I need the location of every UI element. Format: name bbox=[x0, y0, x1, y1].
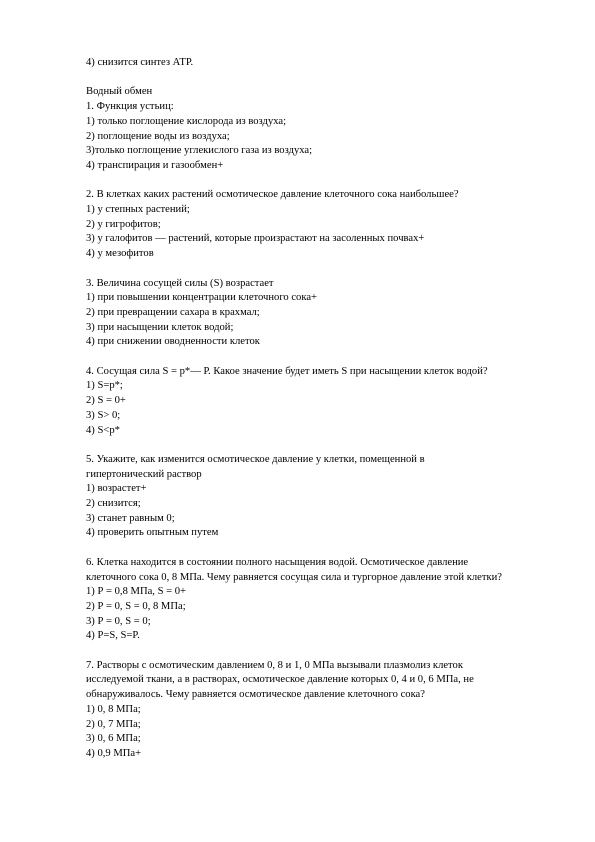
answer-option: 4) S<р* bbox=[86, 424, 120, 436]
answer-option: 3)только поглощение углекислого газа из воздуха; bbox=[86, 145, 313, 157]
question-block bbox=[86, 659, 546, 762]
question-text: 4. Сосущая сила S = р*— Р. Какое значение будет иметь S при насыщении клеток водой? bbox=[86, 365, 488, 377]
answer-option: 3) S> 0; bbox=[86, 409, 121, 421]
answer-option: 2) S = 0+ bbox=[86, 395, 126, 407]
question-block bbox=[86, 100, 546, 174]
answer-option: 4) у мезофитов bbox=[86, 248, 154, 260]
answer-option: 4) при снижении оводненности клеток bbox=[86, 336, 260, 348]
question-text: 5. Укажите, как изменится осмотическое давление у клетки, помещенной в гипертонический раствор bbox=[86, 453, 425, 480]
answer-option: 2) у гигрофитов; bbox=[86, 218, 161, 230]
answer-option: 2) Р = 0, S = 0, 8 МПа; bbox=[86, 600, 186, 612]
answer-option: 3) при насыщении клеток водой; bbox=[86, 321, 234, 333]
answer-option: 2) снизится; bbox=[86, 498, 141, 510]
answer-option: 1) при повышении концентрации клеточного сока+ bbox=[86, 292, 318, 304]
answer-option: 4) транспирация и газообмен+ bbox=[86, 159, 224, 171]
section-title: Водный обмен bbox=[86, 86, 153, 98]
answer-option: 1) у степных растений; bbox=[86, 204, 190, 215]
answer-option: 4) Р=S, S=P. bbox=[86, 630, 140, 642]
answer-option: 3) Р = 0, S = 0; bbox=[86, 615, 151, 627]
spacer bbox=[86, 174, 546, 189]
answer-option: 3) у галофитов — растений, которые произрастают на засоленных почвах+ bbox=[86, 233, 425, 245]
answer-option: 3) 0, 6 МПа; bbox=[86, 733, 141, 745]
intro-line: 4) снизится синтез АТР. bbox=[86, 57, 194, 68]
answer-option: 3) станет равным 0; bbox=[86, 512, 175, 524]
spacer bbox=[86, 350, 546, 365]
question-text: 7. Растворы с осмотическим давлением 0, 8 и 1, 0 МПа вызывали плазмолиз клеток исследуемой ткани, а в растворах, осмотическое давление которых 0, 4 и 0, 6 МПа, не обнаруживалось. Чему равняется осмотическое давление клеточного сока? bbox=[86, 659, 474, 701]
answer-option: 1) только поглощение кислорода из воздуха; bbox=[86, 115, 287, 127]
question-block bbox=[86, 453, 546, 541]
answer-option: 1) 0, 8 МПа; bbox=[86, 703, 141, 715]
answer-option: 2) 0, 7 МПа; bbox=[86, 718, 141, 730]
spacer bbox=[86, 644, 546, 659]
answer-option: 4) 0,9 МПа+ bbox=[86, 747, 142, 759]
question-text: 2. В клетках каких растений осмотическое давление клеточного сока наибольшее? bbox=[86, 189, 459, 201]
question-block bbox=[86, 556, 546, 644]
question-block bbox=[86, 277, 546, 351]
answer-option: 1) S=р*; bbox=[86, 380, 123, 392]
spacer bbox=[86, 71, 546, 86]
spacer bbox=[86, 262, 546, 277]
answer-option: 2) при превращении сахара в крахмал; bbox=[86, 306, 260, 318]
question-text: 3. Величина сосущей силы (S) возрастает bbox=[86, 277, 274, 289]
question-text: 1. Функция устьиц: bbox=[86, 101, 174, 113]
document-content bbox=[86, 56, 546, 762]
answer-option: 4) проверить опытным путем bbox=[86, 527, 219, 539]
question-block bbox=[86, 365, 546, 439]
answer-option: 1) Р = 0,8 МПа, S = 0+ bbox=[86, 586, 187, 598]
question-block bbox=[86, 188, 546, 262]
answer-option: 1) возрастет+ bbox=[86, 483, 147, 495]
spacer bbox=[86, 541, 546, 556]
answer-option: 2) поглощение воды из воздуха; bbox=[86, 130, 230, 142]
question-text: 6. Клетка находится в состоянии полного насыщения водой. Осмотическое давление клеточного сока 0, 8 МПа. Чему равняется сосущая сила и тургорное давление этой клетки? bbox=[86, 556, 502, 583]
spacer bbox=[86, 438, 546, 453]
